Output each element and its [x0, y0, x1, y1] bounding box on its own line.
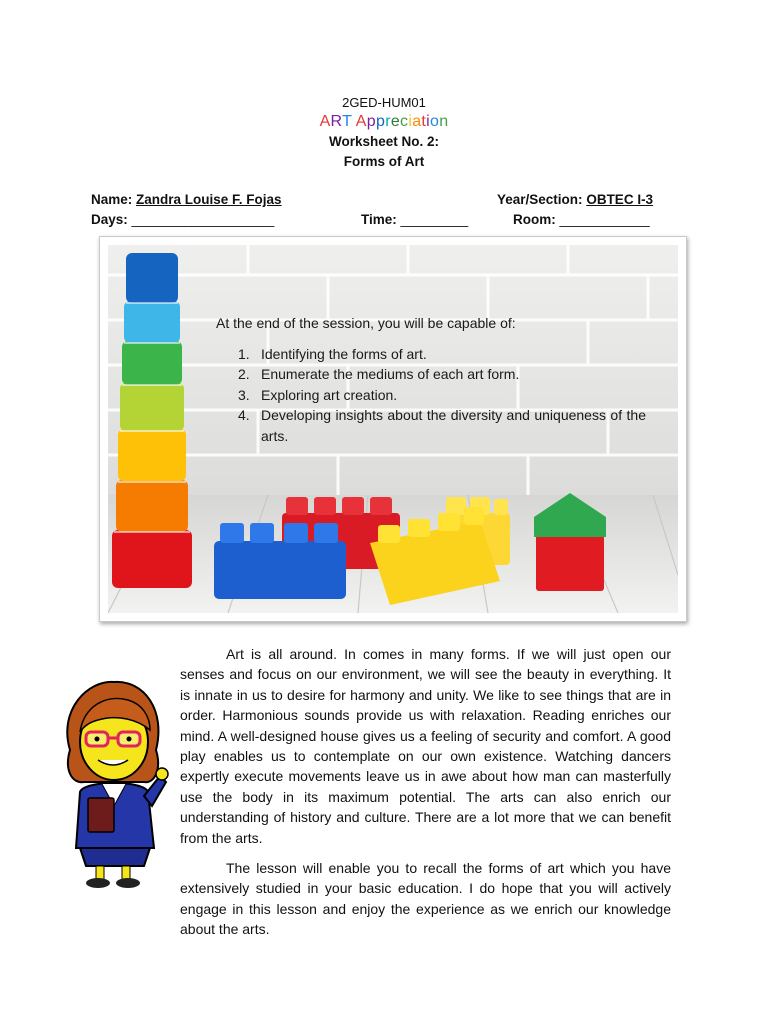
- objective-number: 1.: [238, 345, 250, 362]
- objective-text: Exploring art creation.: [261, 386, 398, 403]
- objective-item: [216, 405, 646, 446]
- days-label: Days:: [91, 212, 128, 227]
- name-field: [91, 192, 282, 207]
- objective-text: Developing insights about the diversity and uniqueness of the arts.: [261, 407, 646, 444]
- year-section-label: Year/Section:: [497, 192, 583, 207]
- time-field: [361, 212, 468, 227]
- room-blank: ____________: [559, 212, 650, 227]
- objective-item: [216, 344, 646, 365]
- subject-letter: e: [390, 113, 401, 130]
- learning-objectives: [216, 313, 646, 446]
- subject-letter: R: [330, 113, 343, 130]
- intro-paragraph-1: Art is all around. In comes in many forms. If we will just open our senses and focus on our environment, we will see the beauty in everything. It is innate in us to desire for harmony and unity. We like to see things that are in order. Harmonious sounds provide us with relaxation. Reading enriches our mind. A well-designed house gives us a feeling of security and comfort. A good play enables us to contemplate on our own existence. Watching dancers expertly execute movements leave us in awe about how man can masterfully use the body in its maximum potential. The arts can also enrich our understanding of history and culture. There are a lot more that we can benefit from the arts.: [180, 646, 671, 846]
- objective-item: [216, 364, 646, 385]
- subject-letter: p: [366, 113, 376, 130]
- course-code: 2GED-HUM01: [342, 95, 426, 110]
- name-label: Name:: [91, 192, 133, 207]
- subject-letter: o: [430, 113, 440, 130]
- subject-letter: r: [385, 113, 391, 130]
- days-field: [91, 212, 274, 227]
- time-blank: _________: [400, 212, 469, 227]
- objective-number: 3.: [238, 386, 250, 403]
- subject-letter: p: [375, 113, 386, 130]
- room-field: [513, 212, 650, 227]
- subject-letter: A: [319, 113, 331, 130]
- objective-text: Enumerate the mediums of each art form.: [261, 366, 520, 382]
- subject-letter: i: [426, 113, 431, 130]
- teacher-illustration: [58, 680, 170, 895]
- name-value: Zandra Louise F. Fojas: [136, 192, 282, 207]
- intro-paragraph-2: The lesson will enable you to recall the forms of art which you have extensively studied in your basic education. I do hope that you will actively engage in this lesson and enjoy the experience as we enrich our knowledge about the arts.: [180, 860, 671, 938]
- year-section-field: [497, 192, 653, 207]
- days-blank: ___________________: [131, 212, 275, 227]
- lesson-introduction: [180, 644, 671, 950]
- time-label: Time:: [361, 212, 397, 227]
- room-label: Room:: [513, 212, 556, 227]
- subject-letter: i: [408, 113, 413, 130]
- objective-number: 2.: [238, 366, 250, 382]
- objectives-lead: At the end of the session, you will be capable of:: [216, 315, 516, 331]
- objectives-list: [216, 344, 646, 447]
- subject-letter: n: [439, 113, 449, 130]
- subject-title: [0, 112, 768, 132]
- objective-text: Identifying the forms of art.: [261, 345, 427, 362]
- year-section-value: OBTEC I-3: [586, 192, 654, 207]
- worksheet-topic: Forms of Art: [343, 154, 425, 169]
- objective-item: [216, 385, 646, 406]
- objective-number: 4.: [238, 407, 250, 423]
- subject-letter: T: [342, 113, 352, 130]
- worksheet-number: Worksheet No. 2:: [328, 134, 440, 149]
- cartoon-teacher: [58, 680, 170, 890]
- subject-letter: c: [400, 113, 409, 130]
- subject-letter: a: [412, 113, 422, 130]
- subject-letter: A: [355, 113, 367, 130]
- worksheet-header: [0, 94, 768, 172]
- subject-letter: t: [421, 113, 427, 130]
